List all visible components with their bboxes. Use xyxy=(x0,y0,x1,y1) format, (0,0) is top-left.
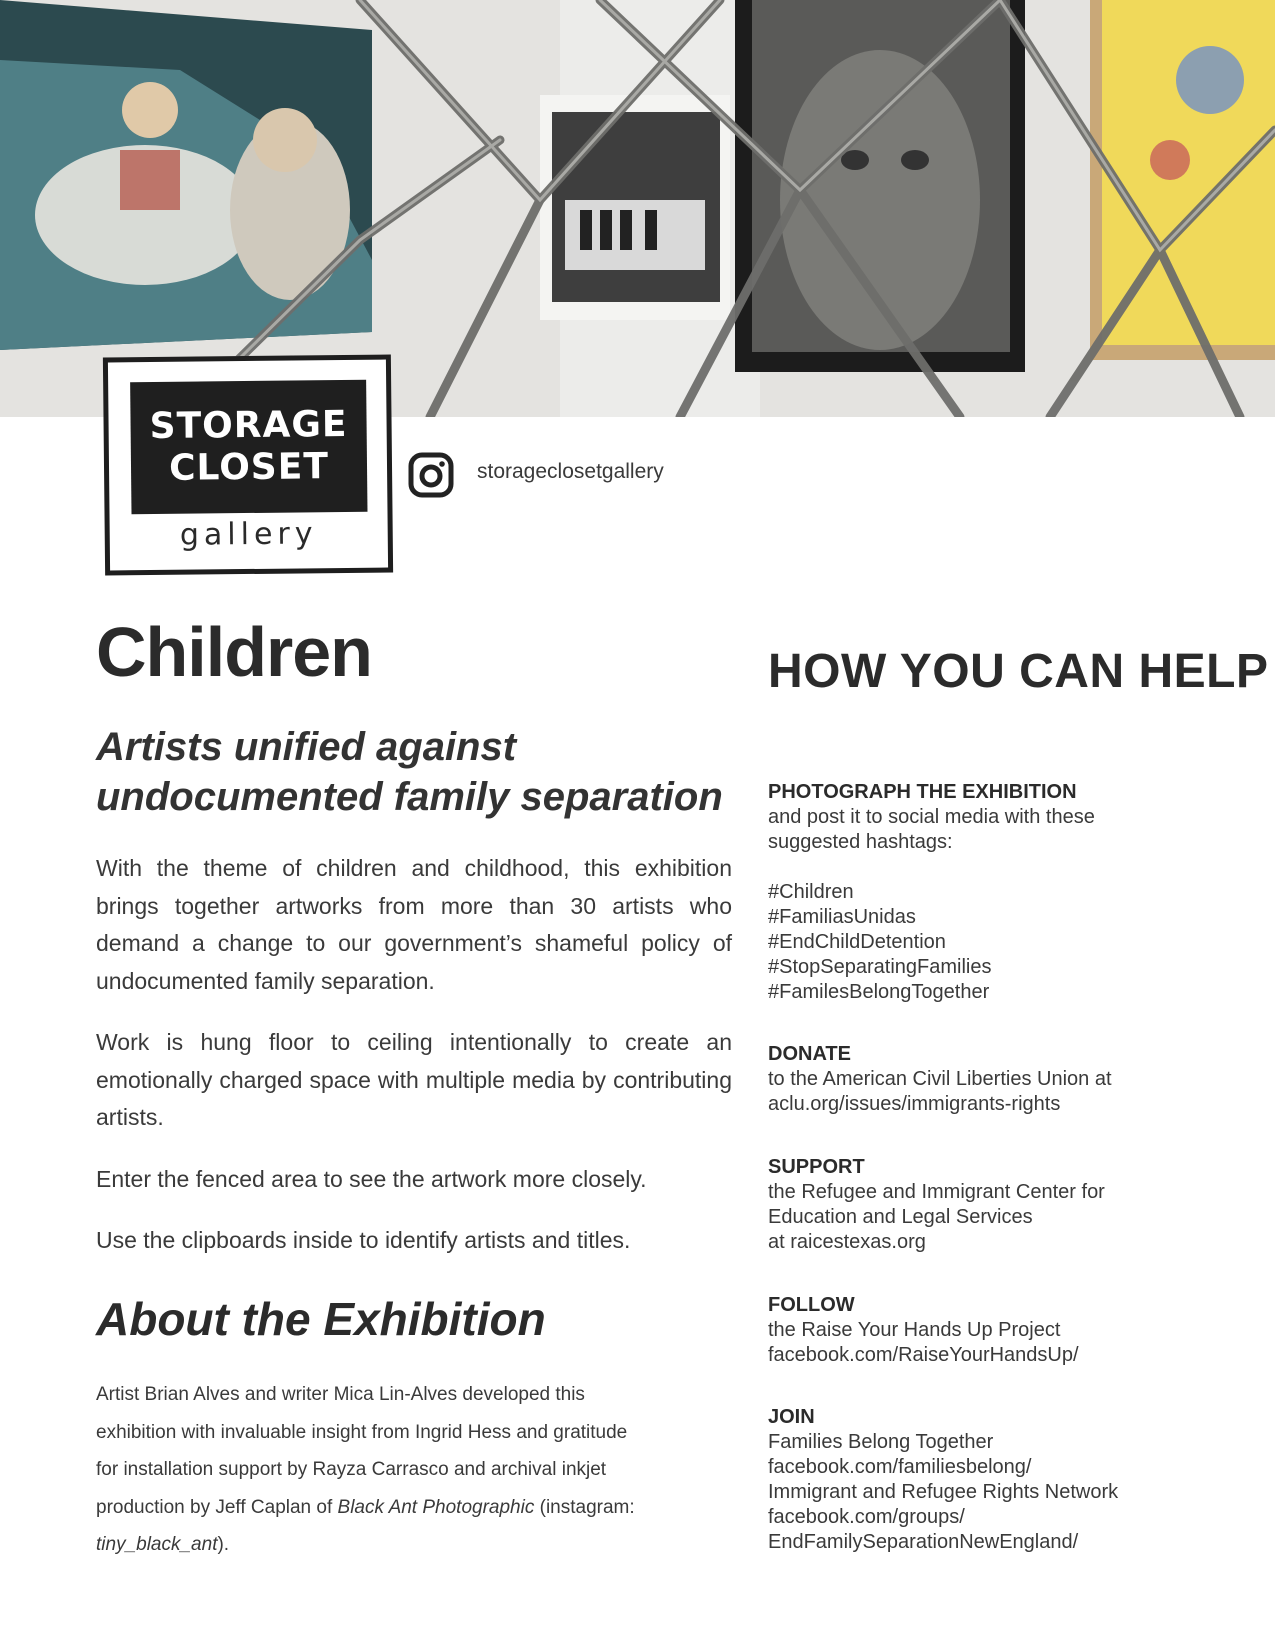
help-line: Education and Legal Services xyxy=(768,1206,1033,1228)
help-line: facebook.com/groups/ xyxy=(768,1506,965,1528)
logo-black-panel xyxy=(130,380,367,514)
hero-photo xyxy=(0,0,1275,417)
hashtag: #StopSeparatingFamilies xyxy=(768,956,992,978)
help-heading-line: HOW YOU xyxy=(768,645,1006,698)
help-line: the Raise Your Hands Up Project xyxy=(768,1319,1061,1341)
help-follow-heading: FOLLOW xyxy=(768,1294,855,1316)
gallery-fence-illustration xyxy=(0,0,1275,417)
help-line: aclu.org/issues/immigrants-rights xyxy=(768,1093,1061,1115)
help-donate-heading: DONATE xyxy=(768,1043,851,1065)
hashtag: #FamiliasUnidas xyxy=(768,906,916,928)
intro-paragraph: With the theme of children and childhood, this exhibition brings together artworks from more than 30 artists who demand a change to our government’s shameful policy of undocumented family separation. xyxy=(96,855,732,994)
help-heading-line: CAN HELP xyxy=(1019,645,1269,698)
about-heading: About the Exhibition xyxy=(96,1293,546,1345)
help-line: to the American Civil Liberties Union at xyxy=(768,1068,1112,1090)
about-text-part: ). xyxy=(217,1534,230,1555)
help-photograph-heading: PHOTOGRAPH THE EXHIBITION xyxy=(768,781,1077,803)
help-line: facebook.com/RaiseYourHandsUp/ xyxy=(768,1344,1079,1366)
logo-line-gallery: gallery xyxy=(179,516,318,553)
about-instagram-handle: tiny_black_ant xyxy=(96,1534,218,1555)
help-follow-section xyxy=(768,1293,1188,1368)
hashtag: #Children xyxy=(768,881,854,903)
help-line: and post it to social media with these xyxy=(768,806,1095,828)
intro-paragraph: Work is hung floor to ceiling intentionally to create an emotionally charged space with multiple media by contributing artists. xyxy=(96,1029,732,1130)
help-support-heading: SUPPORT xyxy=(768,1156,865,1178)
help-line: suggested hashtags: xyxy=(768,831,953,853)
page-subtitle: Artists unified against undocumented family separation xyxy=(96,725,723,819)
help-heading xyxy=(768,646,1268,698)
help-support-section xyxy=(768,1155,1188,1255)
instagram-icon xyxy=(408,452,454,498)
intro-paragraph: Use the clipboards inside to identify artists and titles. xyxy=(96,1227,631,1253)
help-line: at raicestexas.org xyxy=(768,1231,926,1253)
intro-paragraph: Enter the fenced area to see the artwork more closely. xyxy=(96,1165,647,1192)
hashtag: #FamilesBelongTogether xyxy=(768,981,990,1003)
about-studio-name: Black Ant Photographic xyxy=(337,1496,535,1518)
about-text-part: Artist Brian Alves and writer Mica Lin-Alves developed this exhibition with invaluable insight from Ingrid Hess and gratitude for installation support by Rayza Carrasco and archival inkjet production by Jeff Caplan of xyxy=(96,1384,628,1518)
help-line: Families Belong Together xyxy=(768,1431,994,1453)
help-donate-section xyxy=(768,1042,1188,1117)
hashtag-list xyxy=(768,880,1188,1005)
help-join-heading: JOIN xyxy=(768,1406,815,1428)
hashtag: #EndChildDetention xyxy=(768,931,946,953)
help-line: facebook.com/familiesbelong/ xyxy=(768,1456,1032,1478)
help-photograph-section xyxy=(768,780,1188,1005)
help-line: the Refugee and Immigrant Center for xyxy=(768,1181,1105,1203)
instagram-handle: storageclosetgallery xyxy=(477,460,664,483)
about-text-part: (instagram: xyxy=(534,1496,635,1518)
logo-line-storage: STORAGE xyxy=(149,403,348,448)
logo-line-closet: CLOSET xyxy=(168,446,330,489)
help-line: Immigrant and Refugee Rights Network xyxy=(768,1481,1119,1503)
page-title: Children xyxy=(96,613,372,691)
help-line: EndFamilySeparationNewEngland/ xyxy=(768,1531,1079,1553)
intro-text xyxy=(96,850,732,1284)
help-join-section xyxy=(768,1405,1188,1555)
about-text xyxy=(96,1376,636,1564)
gallery-logo xyxy=(103,354,393,575)
